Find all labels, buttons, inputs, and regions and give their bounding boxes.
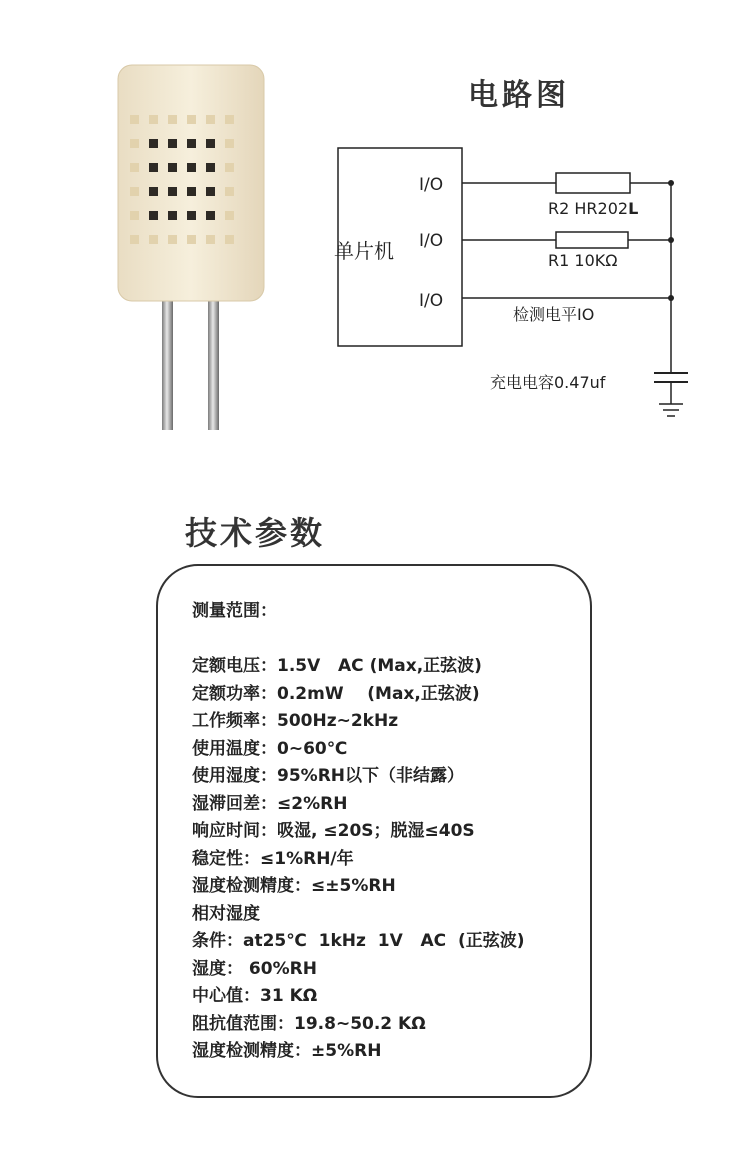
spec-item: 阻抗值范围：19.8~50.2 KΩ [192, 1013, 426, 1034]
specs-title: 技术参数 [185, 514, 326, 552]
vent-hole [168, 211, 177, 220]
vent-hole [149, 115, 158, 124]
sensor-body [118, 65, 264, 301]
vent-hole [187, 115, 196, 124]
vent-hole [149, 139, 158, 148]
vent-hole [168, 235, 177, 244]
detect-level-label: 检测电平IO [513, 305, 595, 324]
r2-label: R2 HR202L [548, 199, 639, 218]
vent-hole [187, 211, 196, 220]
humidity-sensor-image [100, 55, 280, 435]
vent-hole [225, 139, 234, 148]
vent-hole [168, 187, 177, 196]
capacitor-label: 充电电容0.47uf [490, 373, 606, 392]
vent-hole [225, 163, 234, 172]
vent-hole [206, 235, 215, 244]
vent-hole [206, 187, 215, 196]
vent-hole [187, 187, 196, 196]
spec-item: 定额电压：1.5V AC (Max,正弦波) [192, 656, 482, 676]
circuit-diagram [330, 60, 690, 430]
junction-dot-3 [668, 295, 674, 301]
specs-list [192, 598, 525, 1066]
io-label-1: I/O [419, 175, 444, 195]
mcu-label: 单片机 [334, 239, 394, 263]
spec-item: 响应时间：吸湿, ≤20S；脱湿≤40S [192, 821, 475, 841]
spec-item: 使用湿度：95%RH以下（非结露） [192, 766, 465, 786]
spec-item: 湿度检测精度：±5%RH [192, 1041, 382, 1061]
spec-item: 使用温度：0~60℃ [192, 738, 348, 759]
sensor-pin-right [208, 290, 219, 430]
io-label-2: I/O [419, 231, 444, 251]
vent-hole [149, 187, 158, 196]
vent-hole [130, 235, 139, 244]
vent-hole [187, 139, 196, 148]
spec-item: 定额功率：0.2mW (Max,正弦波) [192, 683, 480, 704]
vent-hole [149, 211, 158, 220]
junction-dot-2 [668, 237, 674, 243]
vent-hole [225, 211, 234, 220]
vent-hole [149, 235, 158, 244]
spec-item: 湿度： 60%RH [192, 958, 317, 979]
vent-hole [225, 235, 234, 244]
spec-item: 湿滞回差：≤2%RH [192, 793, 348, 814]
resistor-r2 [556, 173, 630, 193]
vent-hole [168, 139, 177, 148]
spec-item: 工作频率：500Hz~2kHz [192, 711, 399, 731]
vent-hole [225, 187, 234, 196]
vent-hole [130, 163, 139, 172]
spec-item: 条件：at25℃ 1kHz 1V AC (正弦波) [192, 931, 525, 951]
vent-hole [130, 211, 139, 220]
spec-item: 中心值：31 KΩ [192, 986, 318, 1006]
r1-label: R1 10KΩ [548, 251, 618, 270]
vent-hole [187, 235, 196, 244]
vent-hole [130, 139, 139, 148]
vent-hole [168, 163, 177, 172]
vent-hole [130, 187, 139, 196]
spec-item: 湿度检测精度：≤±5%RH [192, 876, 396, 896]
junction-dot-1 [668, 180, 674, 186]
sensor-pin-left [162, 290, 173, 430]
specs-heading: 测量范围： [192, 601, 277, 621]
vent-hole [206, 211, 215, 220]
vent-hole [206, 163, 215, 172]
resistor-r1 [556, 232, 628, 248]
spec-item: 相对湿度 [192, 903, 260, 924]
vent-hole [149, 163, 158, 172]
vent-hole [130, 115, 139, 124]
vent-hole [168, 115, 177, 124]
vent-hole [187, 163, 196, 172]
vent-hole [206, 115, 215, 124]
vent-hole [206, 139, 215, 148]
spec-item: 稳定性：≤1%RH/年 [192, 848, 354, 869]
vent-hole [225, 115, 234, 124]
circuit-title: 电路图 [468, 78, 570, 113]
io-label-3: I/O [419, 291, 444, 311]
